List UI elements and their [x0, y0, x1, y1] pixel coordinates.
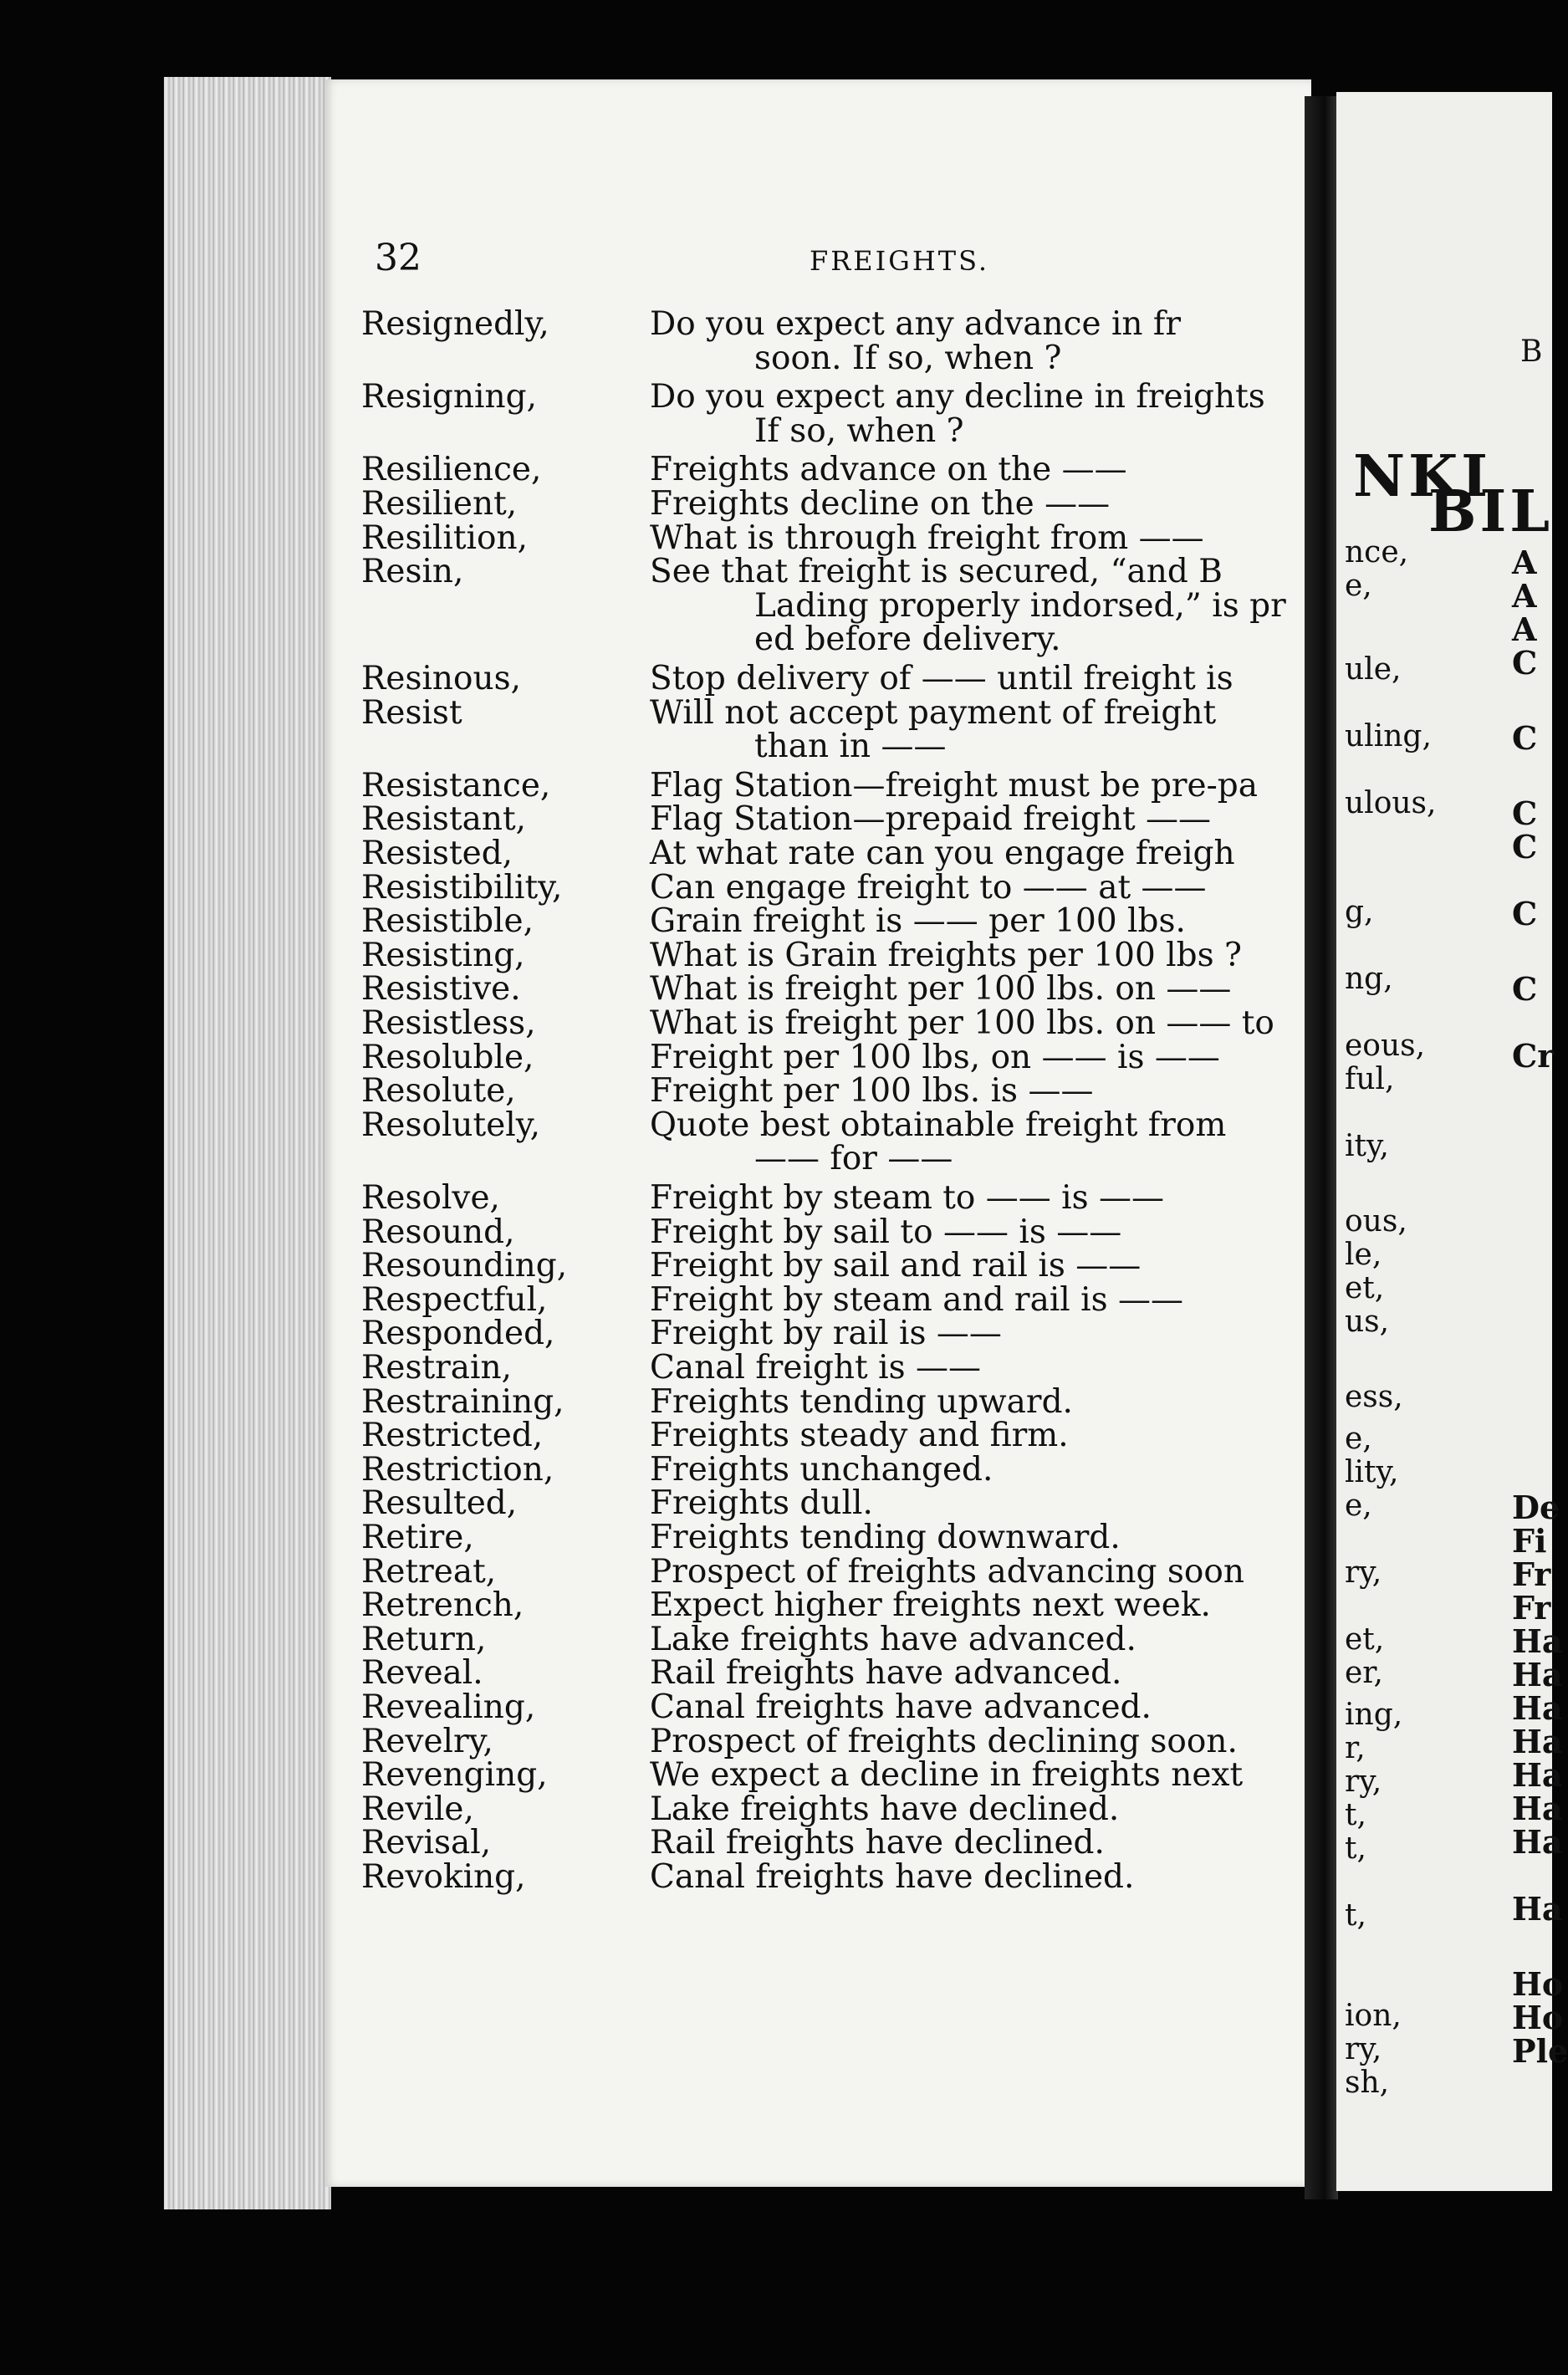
page-number: 32	[375, 237, 421, 279]
code-entry	[361, 1317, 1365, 1351]
code-word: Revisal,	[361, 1824, 492, 1862]
facing-page-word-fragment: A	[1512, 577, 1537, 615]
code-word: Responded,	[361, 1315, 555, 1353]
phrase-line: soon. If so, when ?	[754, 339, 1062, 377]
phrase-line: Freight by sail to —— is ——	[650, 1213, 1122, 1251]
code-word: Return,	[361, 1620, 487, 1658]
facing-page-word-fragment: e,	[1345, 569, 1372, 603]
phrase-line: Freights unchanged.	[650, 1450, 993, 1489]
phrase-line: Will not accept payment of freight	[650, 693, 1217, 732]
facing-page-word-fragment: C	[1512, 719, 1538, 757]
phrase-line: Canal freight is ——	[650, 1349, 981, 1387]
code-word: Restrain,	[361, 1349, 513, 1387]
phrase-line: Lading properly indorsed,” is pr	[754, 586, 1286, 625]
code-word: Respectful,	[361, 1280, 548, 1319]
facing-page-word-fragment: Ha	[1512, 1689, 1563, 1727]
phrase-line: Freight per 100 lbs. is ——	[650, 1072, 1094, 1111]
code-word: Restricted,	[361, 1417, 544, 1455]
phrase-line: At what rate can you engage freigh	[650, 835, 1235, 872]
facing-page-word-fragment: Ha	[1512, 1723, 1563, 1760]
phrase-line: Rail freights have advanced.	[650, 1654, 1122, 1693]
code-entry	[361, 305, 1365, 377]
facing-page-word-fragment: e,	[1345, 1489, 1372, 1523]
facing-page-word-fragment: Cr	[1512, 1037, 1555, 1075]
code-word: Resoluble,	[361, 1038, 534, 1076]
phrase-line: If so, when ?	[754, 411, 964, 450]
phrase-line: What is freight per 100 lbs. on ——	[650, 970, 1232, 1009]
code-word: Resignedly,	[361, 305, 549, 343]
phrase-line: Freight by steam to —— is ——	[650, 1179, 1165, 1217]
phrase-line: Freights steady and firm.	[650, 1417, 1069, 1455]
code-entry	[361, 1521, 1365, 1555]
code-entry	[361, 1722, 1365, 1760]
facing-page-word-fragment: t,	[1345, 1898, 1366, 1933]
facing-page-word-fragment: C	[1512, 970, 1538, 1008]
code-word: Revenging,	[361, 1756, 548, 1795]
facing-page-word-fragment: nce,	[1345, 535, 1409, 569]
code-entry	[361, 1552, 1365, 1591]
code-word: Resolve,	[361, 1179, 500, 1217]
facing-page-word-fragment: C	[1512, 794, 1538, 832]
code-entry	[361, 1280, 1365, 1319]
facing-page-word-fragment: et,	[1345, 1271, 1385, 1305]
facing-page-word-fragment: sh,	[1345, 2066, 1390, 2100]
code-word: Restraining,	[361, 1382, 564, 1421]
facing-page-word-fragment: C	[1512, 895, 1538, 932]
code-entry	[361, 1790, 1365, 1828]
code-entry	[361, 1826, 1365, 1861]
facing-page-word-fragment: ful,	[1345, 1062, 1395, 1096]
facing-page-word-fragment: Ho	[1512, 1999, 1564, 2036]
phrase-line: We expect a decline in freights next	[650, 1756, 1244, 1795]
code-entry	[361, 1586, 1365, 1625]
code-word: Resigning,	[361, 378, 537, 416]
code-word: Revile,	[361, 1790, 474, 1828]
phrase-line: Grain freight is —— per 100 lbs.	[650, 902, 1186, 941]
facing-page	[1336, 92, 1568, 2191]
code-entry	[361, 1004, 1365, 1042]
phrase-line: What is through freight from ——	[650, 518, 1204, 557]
code-entry	[361, 518, 1365, 557]
code-entry	[361, 766, 1365, 804]
code-entry	[361, 1213, 1365, 1251]
code-entry	[361, 1249, 1365, 1284]
code-entry	[361, 1106, 1365, 1178]
code-entry	[361, 1382, 1365, 1421]
code-entry	[361, 837, 1365, 871]
phrase-line: Quote best obtainable freight from	[650, 1106, 1227, 1144]
facing-page-word-fragment: lity,	[1345, 1455, 1399, 1489]
phrase-line: See that freight is secured, “and B	[650, 553, 1223, 591]
facing-page-word-fragment: ry,	[1345, 2032, 1382, 2066]
phrase-line: than in ——	[754, 728, 947, 766]
code-word: Resilition,	[361, 518, 529, 557]
code-word: Resound,	[361, 1213, 515, 1251]
facing-page-title-line-2: BIL	[1428, 478, 1554, 545]
facing-page-word-fragment: Ha	[1512, 1890, 1563, 1928]
phrase-line: Lake freights have advanced.	[650, 1620, 1136, 1658]
facing-page-word-fragment: ulous,	[1345, 786, 1437, 820]
code-word: Resounding,	[361, 1247, 568, 1285]
facing-page-word-fragment: g,	[1345, 895, 1374, 929]
facing-page-word-fragment: Ha	[1512, 1790, 1563, 1827]
facing-page-word-fragment: er,	[1345, 1656, 1384, 1690]
facing-page-word-fragment: le,	[1345, 1238, 1382, 1272]
code-word: Revoking,	[361, 1858, 526, 1896]
code-entry	[361, 662, 1365, 697]
facing-page-word-fragment: Ha	[1512, 1622, 1563, 1660]
facing-page-word-fragment: e,	[1345, 1422, 1372, 1456]
code-word: Retrench,	[361, 1586, 524, 1625]
facing-page-word-fragment: t,	[1345, 1831, 1366, 1866]
facing-page-word-fragment: t,	[1345, 1798, 1366, 1832]
facing-page-word-fragment: ule,	[1345, 652, 1402, 687]
facing-page-word-fragment: Ho	[1512, 1965, 1564, 2003]
running-title: FREIGHTS.	[810, 245, 990, 277]
facing-page-word-fragment: us,	[1345, 1305, 1390, 1339]
phrase-line: Freights tending upward.	[650, 1382, 1073, 1421]
code-entry	[361, 555, 1365, 657]
code-entry	[361, 970, 1365, 1009]
phrase-line: Prospect of freights declining soon.	[650, 1722, 1238, 1760]
facing-page-word-fragment: Fi	[1512, 1522, 1547, 1560]
phrase-line: ed before delivery.	[754, 621, 1061, 659]
code-entry	[361, 453, 1365, 488]
code-word: Restriction,	[361, 1450, 554, 1489]
facing-page-word-fragment: ity,	[1345, 1129, 1389, 1163]
code-entry	[361, 485, 1365, 523]
code-word: Resistant,	[361, 800, 527, 839]
facing-page-word-fragment: Ple	[1512, 2032, 1568, 2070]
code-word: Resistless,	[361, 1004, 536, 1042]
facing-page-word-fragment: Fr	[1512, 1589, 1551, 1627]
code-word: Resisted,	[361, 835, 513, 872]
code-entry	[361, 1351, 1365, 1386]
code-word: Resistance,	[361, 766, 551, 804]
code-word: Retreat,	[361, 1552, 497, 1591]
phrase-line: Lake freights have declined.	[650, 1790, 1120, 1828]
code-word: Retire,	[361, 1519, 474, 1556]
phrase-line: Flag Station—prepaid freight ——	[650, 800, 1212, 839]
phrase-line: Freight per 100 lbs, on —— is ——	[650, 1038, 1220, 1076]
code-entry	[361, 1688, 1365, 1726]
code-word: Resist	[361, 693, 462, 732]
phrase-line: Freight by sail and rail is ——	[650, 1247, 1142, 1285]
code-entry	[361, 1756, 1365, 1795]
facing-page-word-fragment: ess,	[1345, 1380, 1403, 1414]
code-word: Resistible,	[361, 902, 534, 941]
code-word: Resolute,	[361, 1072, 516, 1111]
code-entry	[361, 1072, 1365, 1111]
phrase-line: Freights advance on the ——	[650, 451, 1127, 489]
facing-page-word-fragment: Ha	[1512, 1756, 1563, 1794]
facing-page-word-fragment: uling,	[1345, 719, 1432, 753]
code-entry	[361, 1419, 1365, 1453]
facing-page-word-fragment: eous,	[1345, 1029, 1426, 1063]
phrase-line: What is Grain freights per 100 lbs ?	[650, 936, 1242, 974]
facing-page-word-fragment: et,	[1345, 1622, 1385, 1657]
phrase-line: Rail freights have declined.	[650, 1824, 1105, 1862]
code-entry	[361, 868, 1365, 907]
code-word: Revelry,	[361, 1722, 493, 1760]
code-entry	[361, 1179, 1365, 1217]
phrase-line: Can engage freight to —— at ——	[650, 868, 1207, 907]
facing-page-title-line-1: NKI	[1353, 443, 1492, 510]
code-entry	[361, 800, 1365, 839]
phrase-line: Stop delivery of —— until freight is	[650, 660, 1233, 697]
code-entry	[361, 378, 1365, 450]
facing-page-header-fragment: B	[1520, 335, 1543, 369]
code-word: Resilient,	[361, 485, 518, 523]
phrase-line: Freights decline on the ——	[650, 485, 1111, 523]
code-word: Resisting,	[361, 936, 525, 974]
facing-page-word-fragment: C	[1512, 828, 1538, 866]
facing-page-word-fragment: De	[1512, 1489, 1560, 1526]
book-page-edges	[164, 77, 331, 2209]
facing-page-word-fragment: ng,	[1345, 962, 1393, 996]
phrase-line: —— for ——	[754, 1140, 953, 1178]
phrase-line: Prospect of freights advancing soon	[650, 1552, 1244, 1591]
code-word: Resilience,	[361, 451, 542, 489]
phrase-line: Canal freights have advanced.	[650, 1688, 1152, 1726]
facing-page-word-fragment: A	[1512, 544, 1537, 581]
facing-page-word-fragment: ion,	[1345, 1999, 1402, 2033]
facing-page-word-fragment: A	[1512, 610, 1537, 648]
code-word: Resolutely,	[361, 1106, 541, 1144]
phrase-line: Freight by rail is ——	[650, 1315, 1002, 1353]
code-word: Resistibility,	[361, 868, 563, 907]
code-entry	[361, 1038, 1365, 1076]
facing-page-word-fragment: Ha	[1512, 1656, 1563, 1693]
facing-page-word-fragment: ry,	[1345, 1555, 1382, 1590]
code-entry	[361, 693, 1365, 766]
code-entry	[361, 936, 1365, 974]
phrase-line: Freights dull.	[650, 1484, 873, 1523]
code-word: Revealing,	[361, 1688, 536, 1726]
facing-page-word-fragment: ous,	[1345, 1204, 1407, 1239]
facing-page-word-fragment: C	[1512, 644, 1538, 682]
code-entry	[361, 1450, 1365, 1489]
phrase-line: Flag Station—freight must be pre-pa	[650, 766, 1259, 804]
phrase-line: Freight by steam and rail is ——	[650, 1280, 1184, 1319]
code-word: Resulted,	[361, 1484, 518, 1523]
code-word: Resistive.	[361, 970, 521, 1009]
facing-page-word-fragment: ry,	[1345, 1765, 1382, 1799]
code-entry	[361, 902, 1365, 941]
phrase-line: Expect higher freights next week.	[650, 1586, 1211, 1625]
phrase-line: Do you expect any decline in freights	[650, 378, 1265, 416]
code-word: Resinous,	[361, 660, 522, 697]
phrase-line: Freights tending downward.	[650, 1519, 1121, 1556]
code-entry	[361, 1484, 1365, 1523]
facing-page-word-fragment: r,	[1345, 1731, 1366, 1765]
facing-page-word-fragment: ing,	[1345, 1698, 1403, 1732]
code-entry	[361, 1620, 1365, 1658]
phrase-line: What is freight per 100 lbs. on —— to	[650, 1004, 1274, 1042]
facing-page-word-fragment: Ha	[1512, 1823, 1563, 1861]
phrase-line: Do you expect any advance in fr	[650, 305, 1182, 343]
code-word: Resin,	[361, 553, 464, 591]
code-word: Reveal.	[361, 1654, 483, 1693]
page-header	[375, 237, 1295, 287]
phrase-line: Canal freights have declined.	[650, 1858, 1135, 1896]
code-entry	[361, 1858, 1365, 1896]
facing-page-word-fragment: Fr	[1512, 1555, 1551, 1593]
